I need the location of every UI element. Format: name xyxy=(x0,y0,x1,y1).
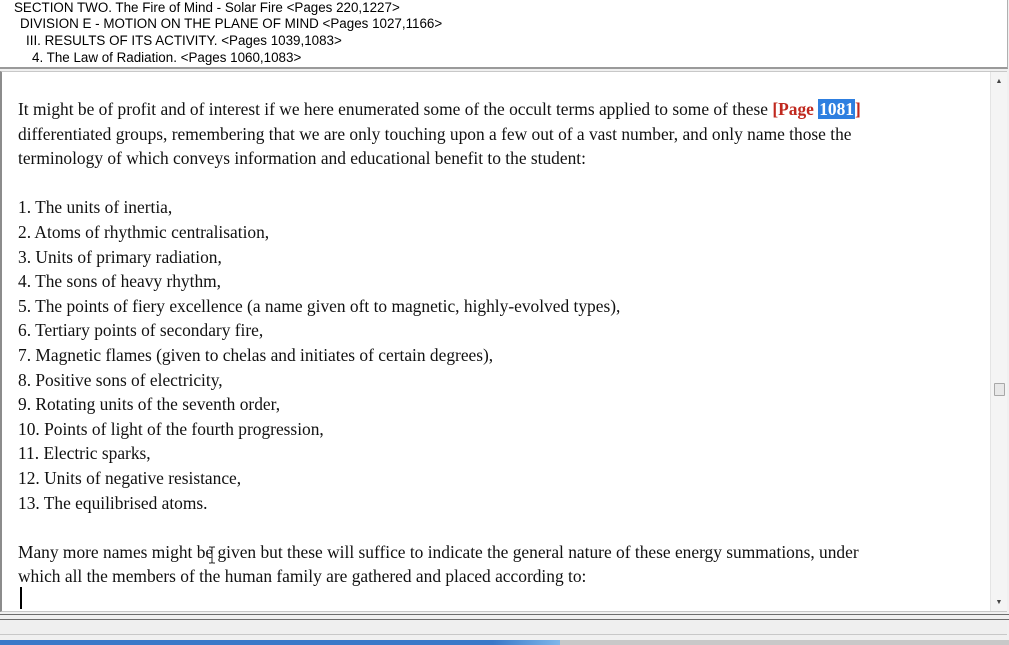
paragraph-gap xyxy=(18,515,978,540)
intro-line-3: terminology of which conveys information and educational benefit to the student: xyxy=(18,148,586,169)
list-item: 5. The points of fiery excellence (a name given oft to magnetic, highly-evolved types), xyxy=(18,295,621,316)
page-marker-label: [Page xyxy=(772,99,819,119)
vertical-scrollbar[interactable] xyxy=(990,72,1007,611)
status-bar xyxy=(0,620,1007,635)
panel-divider xyxy=(0,614,1009,615)
list-item: 12. Units of negative resistance, xyxy=(18,467,242,488)
scrollbar-thumb[interactable] xyxy=(994,383,1005,396)
list-item: 6. Tertiary points of secondary fire, xyxy=(18,320,264,341)
list-item: 3. Units of primary radiation, xyxy=(18,246,222,267)
outline-item-division[interactable]: DIVISION E - MOTION ON THE PLANE OF MIND <Pages 1027,1166> xyxy=(20,16,443,31)
text-caret xyxy=(20,587,22,609)
list-item: 11. Electric sparks, xyxy=(18,443,151,464)
selected-page-number[interactable]: 1081 xyxy=(819,99,854,119)
list-item: 4. The sons of heavy rhythm, xyxy=(18,271,222,292)
outline-item-subsection[interactable]: III. RESULTS OF ITS ACTIVITY. <Pages 1039,1083> xyxy=(26,33,342,48)
list-item: 2. Atoms of rhythmic centralisation, xyxy=(18,221,270,242)
taskbar-progress-bar xyxy=(0,640,560,645)
ibeam-cursor-icon xyxy=(208,546,216,564)
list-item: 10. Points of light of the fourth progression, xyxy=(18,418,324,439)
list-item: 13. The equilibrised atoms. xyxy=(18,492,208,513)
scroll-down-arrow-icon[interactable]: ▼ xyxy=(995,598,1003,606)
taskbar-strip xyxy=(0,640,1009,645)
page-marker-close: ] xyxy=(854,99,861,119)
closing-line-2: which all the members of the human family are gathered and placed according to: xyxy=(18,566,587,587)
text-editor[interactable] xyxy=(0,71,1007,612)
scroll-up-arrow-icon[interactable]: ▲ xyxy=(995,77,1003,85)
list-item: 9. Rotating units of the seventh order, xyxy=(18,394,281,415)
intro-line-2: differentiated groups, remembering that we are only touching upon a few out of a vast number, and only name those the xyxy=(18,123,852,144)
list-item: 1. The units of inertia, xyxy=(18,197,173,218)
list-item: 7. Magnetic flames (given to chelas and initiates of certain degrees), xyxy=(18,344,494,365)
intro-line-1 xyxy=(18,97,978,122)
paragraph-gap xyxy=(18,171,978,196)
outline-item-section[interactable]: SECTION TWO. The Fire of Mind - Solar Fire <Pages 220,1227> xyxy=(14,0,400,15)
document-body[interactable] xyxy=(18,97,978,589)
intro-text: It might be of profit and of interest if we here enumerated some of the occult terms applied to some of these xyxy=(18,99,773,119)
closing-line-1: Many more names might be given but these will suffice to indicate the general nature of these energy summations, under xyxy=(18,541,859,562)
outline-panel xyxy=(0,0,1008,69)
list-item: 8. Positive sons of electricity, xyxy=(18,369,223,390)
page-marker xyxy=(772,99,860,119)
outline-item-topic[interactable]: 4. The Law of Radiation. <Pages 1060,1083> xyxy=(32,50,302,65)
